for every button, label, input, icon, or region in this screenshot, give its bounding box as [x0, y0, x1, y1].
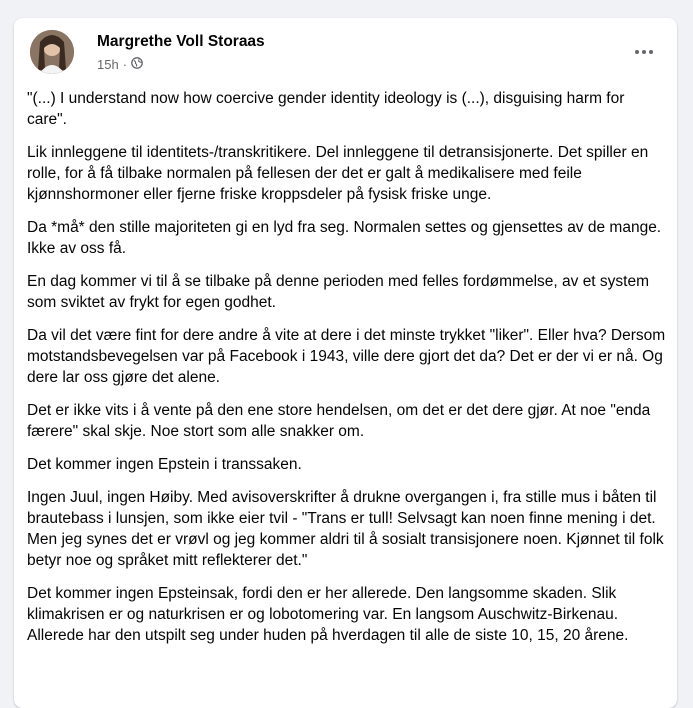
- post-meta: [97, 57, 143, 72]
- post-paragraph: Det kommer ingen Epstein i transsaken.: [27, 456, 302, 473]
- post-paragraph: Ingen Juul, ingen Høiby. Med avisoverskrifter å drukne overgangen i, fra stille mus i båten til brautebass i lunsjen, som ikke eier tvil - "Trans er tull! Selvsagt kan noen finne mening i det. Men jeg synes det er vrøvl og jeg kommer aldri til å sosialt transisjonere noen. Kjønnet til folk betyr noe og språket mitt reflekterer det.": [27, 489, 664, 569]
- post-time[interactable]: 15h: [97, 57, 119, 72]
- author-name[interactable]: Margrethe Voll Storaas: [97, 33, 265, 50]
- post-paragraph: Det er ikke vits i å vente på den ene store hendelsen, om det er det dere gjør. At noe "enda færere" skal skje. Noe stort som alle snakker om.: [27, 402, 651, 440]
- meta-separator: ·: [122, 57, 128, 72]
- post-paragraph: "(...) I understand now how coercive gender identity ideology is (...), disguising harm for care".: [27, 90, 625, 128]
- post-paragraph: Lik innleggene til identitets-/transkritikere. Del innleggene til detransisjonerte. Det spiller en rolle, for å få tilbake normalen på fellesen der det er galt å medikalisere med feile kjønnshormoner eller fjerne friske kroppsdeler på fysisk friske unge.: [27, 144, 649, 203]
- post-paragraph: Da vil det være fint for dere andre å vite at dere i det minste trykket "liker". Eller hva? Dersom motstandsbevegelsen var på Facebook i 1943, ville dere gjort det da? Det er der vi er nå. Og dere lar oss gjøre det alene.: [27, 327, 666, 386]
- avatar-image: [30, 30, 74, 74]
- post-paragraph: Det kommer ingen Epsteinsak, fordi den er her allerede. Den langsomme skaden. Slik klimakrisen er og naturkrisen er og lobotomering var. En langsom Auschwitz-Birkenau. Allerede har den utspilt seg under huden på hverdagen til alle de siste 10, 15, 20 årene.: [27, 585, 629, 644]
- post-paragraph: Da *må* den stille majoriteten gi en lyd fra seg. Normalen settes og gjensettes av de mange. Ikke av oss få.: [27, 219, 662, 257]
- more-options-icon[interactable]: [629, 40, 659, 64]
- post-body: [27, 88, 667, 658]
- post-paragraph: En dag kommer vi til å se tilbake på denne perioden med felles fordømmelse, av et system som sviktet av frykt for egen godhet.: [27, 273, 650, 311]
- post-card: [14, 18, 677, 708]
- globe-icon[interactable]: [131, 57, 143, 72]
- avatar[interactable]: [30, 30, 74, 74]
